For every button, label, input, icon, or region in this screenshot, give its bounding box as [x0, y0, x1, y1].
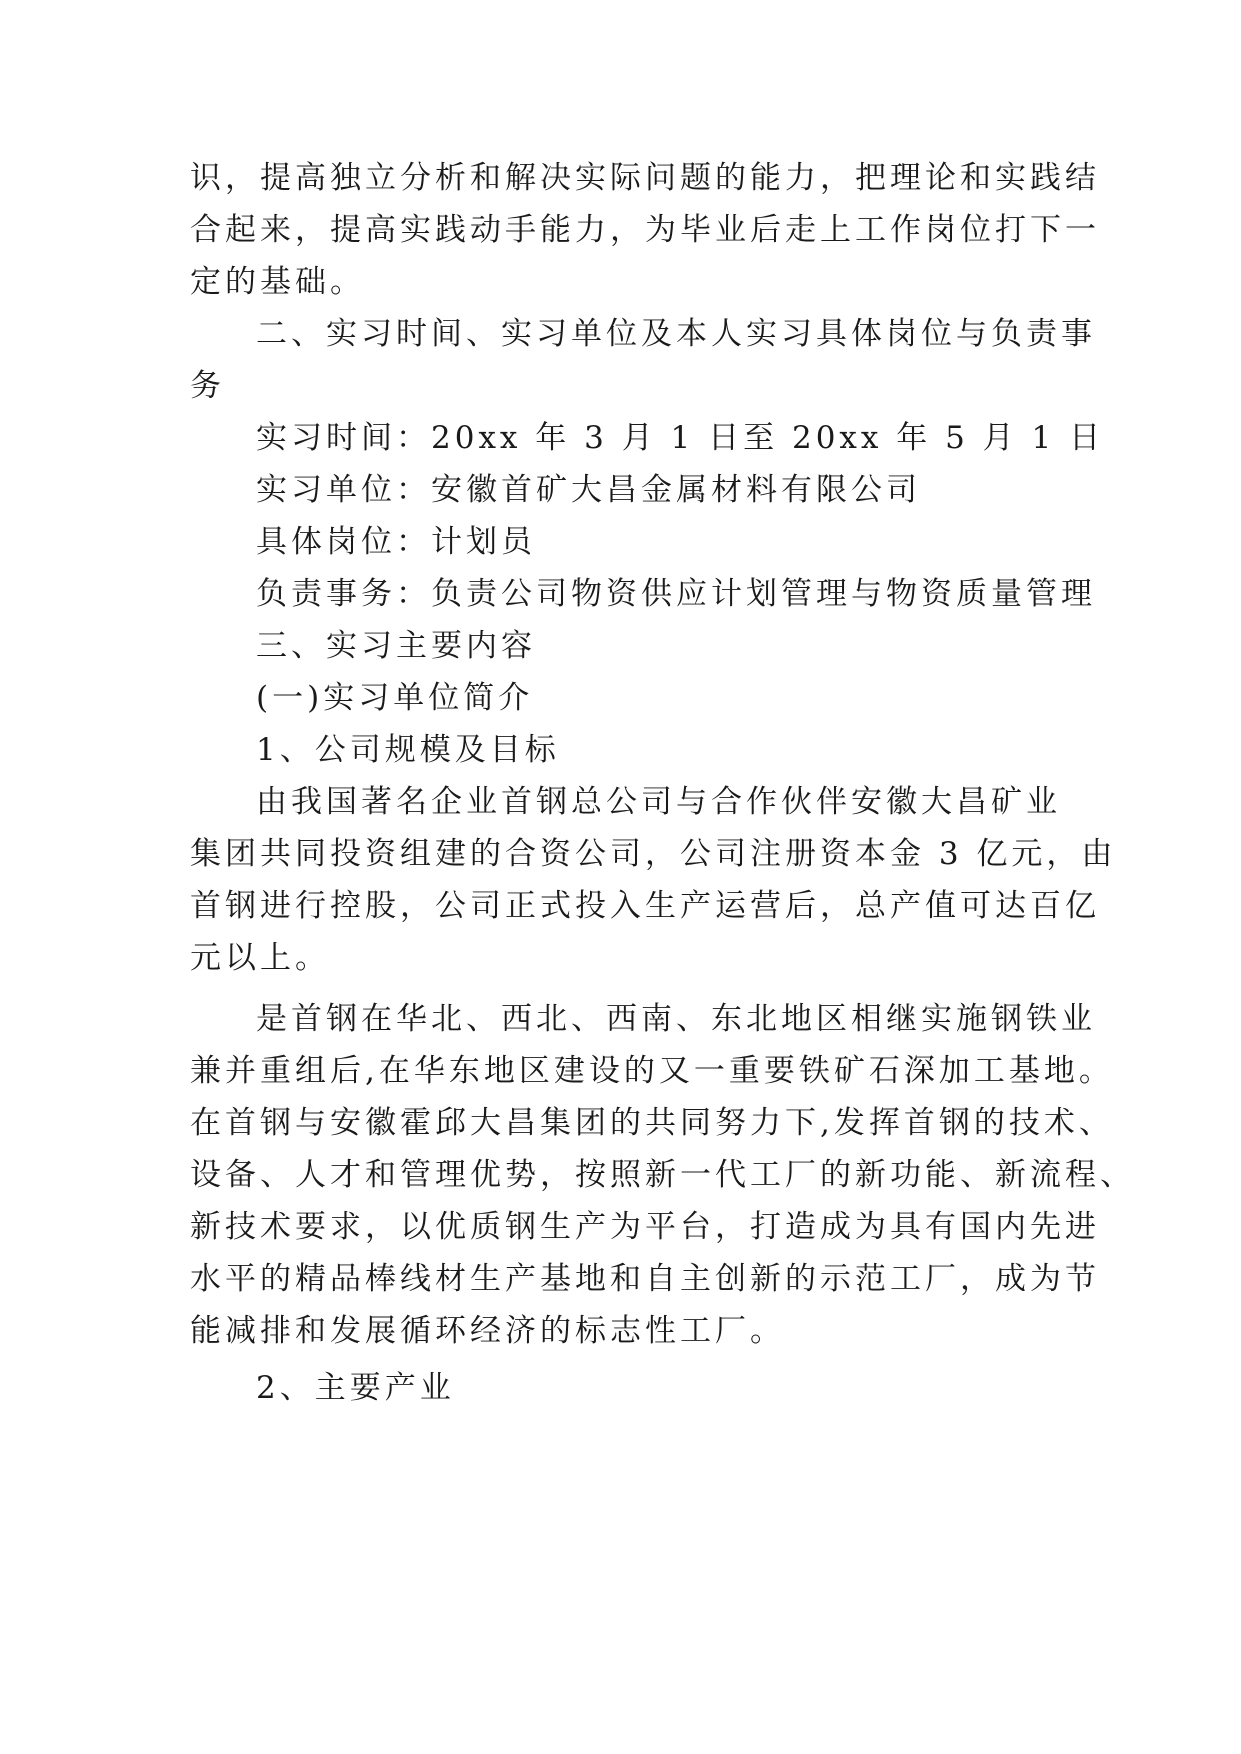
- text-line: 水平的精品棒线材生产基地和自主创新的示范工厂，成为节: [190, 1261, 1100, 1297]
- text-line: 设备、人才和管理优势，按照新一代工厂的新功能、新流程、: [190, 1157, 1135, 1193]
- text-line: 识，提高独立分析和解决实际问题的能力，把理论和实践结: [190, 160, 1100, 196]
- text-line: 首钢进行控股，公司正式投入生产运营后，总产值可达百亿: [190, 888, 1100, 924]
- subsection-heading: 2、主要产业: [256, 1370, 455, 1406]
- text-line: 能减排和发展循环经济的标志性工厂。: [190, 1313, 785, 1349]
- internship-unit: 实习单位：安徽首矿大昌金属材料有限公司: [256, 472, 921, 508]
- section-heading-continued: 务: [190, 368, 225, 404]
- text-line: 合起来，提高实践动手能力，为毕业后走上工作岗位打下一: [190, 212, 1100, 248]
- internship-time: 实习时间：20xx 年 3 月 1 日至 20xx 年 5 月 1 日: [256, 420, 1105, 456]
- internship-position: 具体岗位：计划员: [256, 524, 536, 560]
- text-line: 由我国著名企业首钢总公司与合作伙伴安徽大昌矿业: [256, 784, 1061, 820]
- subsection-heading: 1、公司规模及目标: [256, 732, 560, 768]
- text-line: 是首钢在华北、西北、西南、东北地区相继实施钢铁业: [256, 1001, 1096, 1037]
- section-heading: 三、实习主要内容: [256, 628, 536, 664]
- subsection-heading: (一)实习单位简介: [256, 680, 534, 716]
- internship-duties: 负责事务：负责公司物资供应计划管理与物资质量管理: [256, 576, 1096, 612]
- text-line: 集团共同投资组建的合资公司，公司注册资本金 3 亿元，由: [190, 836, 1117, 872]
- text-line: 元以上。: [190, 940, 330, 976]
- text-line: 在首钢与安徽霍邱大昌集团的共同努力下,发挥首钢的技术、: [190, 1105, 1114, 1141]
- text-line: 新技术要求，以优质钢生产为平台，打造成为具有国内先进: [190, 1209, 1100, 1245]
- text-line: 兼并重组后,在华东地区建设的又一重要铁矿石深加工基地。: [190, 1053, 1114, 1089]
- section-heading: 二、实习时间、实习单位及本人实习具体岗位与负责事: [256, 316, 1096, 352]
- text-line: 定的基础。: [190, 264, 365, 300]
